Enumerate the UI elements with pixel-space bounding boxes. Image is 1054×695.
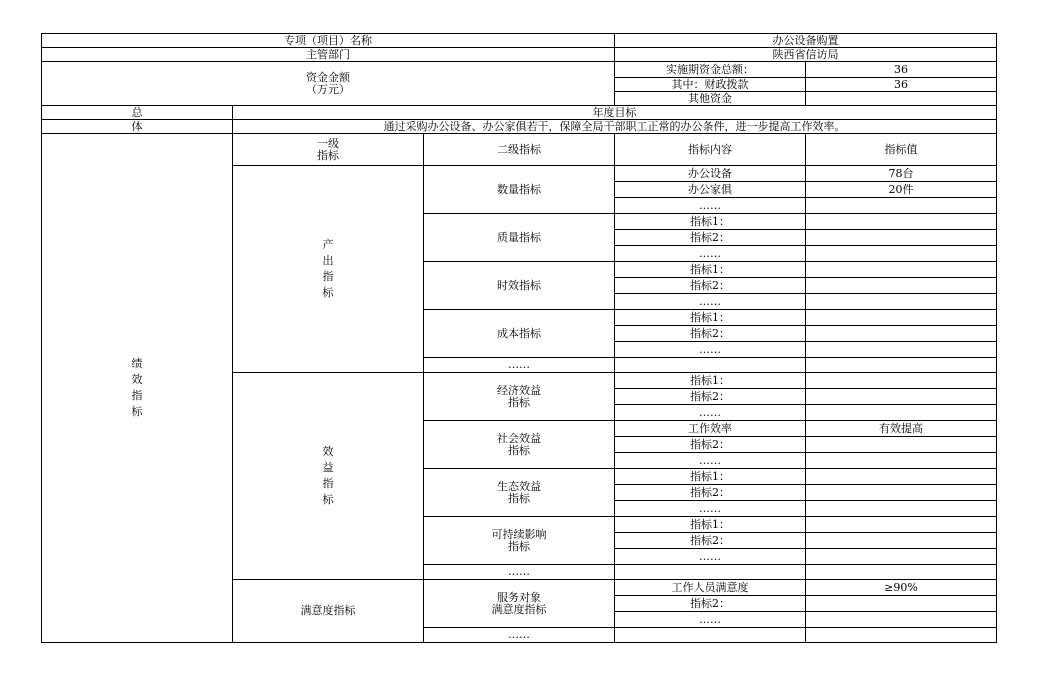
indicator-content: 指标1： [615, 517, 806, 533]
output-indicator-text: 产出指标 [322, 238, 334, 299]
indicator-content: …… [615, 294, 806, 310]
total-fund-value: 36 [806, 62, 997, 78]
indicator-content: 指标2： [615, 326, 806, 342]
indicator-value [806, 246, 997, 262]
service-satisfaction-line1: 服务对象 [497, 590, 541, 604]
indicator-content: …… [615, 453, 806, 469]
project-name-value: 办公设备购置 [615, 34, 997, 48]
indicator-content: 指标1： [615, 373, 806, 389]
fund-amount-label [42, 62, 615, 106]
indicator-value [806, 294, 997, 310]
department-label: 主管部门 [42, 48, 615, 62]
indicator-content: 指标1： [615, 262, 806, 278]
content-header: 指标内容 [615, 134, 806, 166]
indicator-content: 办公家俱 [615, 182, 806, 198]
indicator-content: 指标2： [615, 437, 806, 453]
indicator-value [806, 501, 997, 517]
other-fund-value [806, 92, 997, 106]
indicator-content: 指标2： [615, 485, 806, 501]
department-value: 陕西省信访局 [615, 48, 997, 62]
indicator-value [806, 230, 997, 246]
satisfaction-indicator-label: 满意度指标 [233, 580, 424, 643]
indicator-content: …… [615, 342, 806, 358]
indicator-content: 指标2： [615, 230, 806, 246]
output-indicator-label [233, 166, 424, 373]
indicator-value [806, 198, 997, 214]
economic-benefit-line2: 指标 [508, 395, 530, 409]
output-more: …… [424, 358, 615, 373]
indicator-value [806, 517, 997, 533]
indicator-value: 有效提高 [806, 421, 997, 437]
indicator-content: 指标2： [615, 278, 806, 294]
overall-label-bottom: 体 [42, 120, 233, 134]
indicator-value [806, 596, 997, 612]
indicator-content: …… [615, 549, 806, 565]
indicator-content [615, 565, 806, 580]
quality-indicator: 质量指标 [424, 214, 615, 262]
indicator-content: 工作人员满意度 [615, 580, 806, 596]
ecological-benefit-line2: 指标 [508, 491, 530, 505]
indicator-value [806, 358, 997, 373]
indicator-content: 办公设备 [615, 166, 806, 182]
fiscal-fund-label: 其中：财政拨款 [615, 78, 806, 92]
sustainability-line1: 可持续影响 [491, 527, 547, 541]
level2-header: 二级指标 [424, 134, 615, 166]
level1-header [233, 134, 424, 166]
value-header: 指标值 [806, 134, 997, 166]
indicator-value [806, 628, 997, 643]
indicator-value: 20件 [806, 182, 997, 198]
indicator-value [806, 214, 997, 230]
indicator-content: …… [615, 612, 806, 628]
indicator-content: 工作效率 [615, 421, 806, 437]
sustainability-indicator [424, 517, 615, 565]
service-satisfaction-indicator [424, 580, 615, 628]
indicator-value [806, 485, 997, 501]
fund-amount-label-line1: 资金金额 [306, 70, 350, 84]
benefit-more: …… [424, 565, 615, 580]
indicator-content: 指标2： [615, 533, 806, 549]
indicator-content: …… [615, 405, 806, 421]
social-benefit-indicator [424, 421, 615, 469]
indicator-content: 指标1： [615, 214, 806, 230]
indicator-value [806, 612, 997, 628]
indicator-content: 指标2： [615, 596, 806, 612]
level1-header-line2: 指标 [317, 148, 339, 162]
indicator-content [615, 628, 806, 643]
indicator-value [806, 453, 997, 469]
indicator-value [806, 389, 997, 405]
total-fund-label: 实施期资金总额： [615, 62, 806, 78]
indicator-content [615, 358, 806, 373]
indicator-value [806, 437, 997, 453]
ecological-benefit-line1: 生态效益 [497, 479, 541, 493]
indicator-content: …… [615, 198, 806, 214]
sustainability-line2: 指标 [508, 539, 530, 553]
satisfaction-more: …… [424, 628, 615, 643]
fiscal-fund-value: 36 [806, 78, 997, 92]
indicator-value [806, 278, 997, 294]
performance-indicator-label [42, 134, 233, 643]
annual-goal-text: 通过采购办公设备、办公家俱若干，保障全局干部职工正常的办公条件，进一步提高工作效率。 [233, 120, 997, 134]
annual-goal-label: 年度目标 [233, 106, 997, 120]
indicator-value [806, 405, 997, 421]
benefit-indicator-text: 效益指标 [322, 445, 334, 506]
indicator-value [806, 533, 997, 549]
performance-indicator-text: 绩效指标 [131, 357, 143, 418]
indicator-value [806, 262, 997, 278]
indicator-content: 指标1： [615, 469, 806, 485]
overall-label-top: 总 [42, 106, 233, 120]
fund-amount-label-line2: （万元） [306, 82, 350, 96]
service-satisfaction-line2: 满意度指标 [491, 602, 547, 616]
performance-goal-table [41, 33, 997, 643]
level1-header-line1: 一级 [317, 136, 339, 150]
benefit-indicator-label [233, 373, 424, 580]
indicator-content: …… [615, 501, 806, 517]
economic-benefit-indicator [424, 373, 615, 421]
indicator-content: 指标1： [615, 310, 806, 326]
quantity-indicator: 数量指标 [424, 166, 615, 214]
ecological-benefit-indicator [424, 469, 615, 517]
social-benefit-line1: 社会效益 [497, 431, 541, 445]
timeliness-indicator: 时效指标 [424, 262, 615, 310]
project-name-label: 专项（项目）名称 [42, 34, 615, 48]
indicator-value [806, 342, 997, 358]
indicator-value [806, 326, 997, 342]
economic-benefit-line1: 经济效益 [497, 383, 541, 397]
indicator-value: 78台 [806, 166, 997, 182]
cost-indicator: 成本指标 [424, 310, 615, 358]
indicator-value [806, 373, 997, 389]
social-benefit-line2: 指标 [508, 443, 530, 457]
other-fund-label: 其他资金 [615, 92, 806, 106]
indicator-value [806, 310, 997, 326]
indicator-content: 指标2： [615, 389, 806, 405]
indicator-value [806, 565, 997, 580]
indicator-content: …… [615, 246, 806, 262]
indicator-value [806, 469, 997, 485]
indicator-value: ≥90% [806, 580, 997, 596]
indicator-value [806, 549, 997, 565]
